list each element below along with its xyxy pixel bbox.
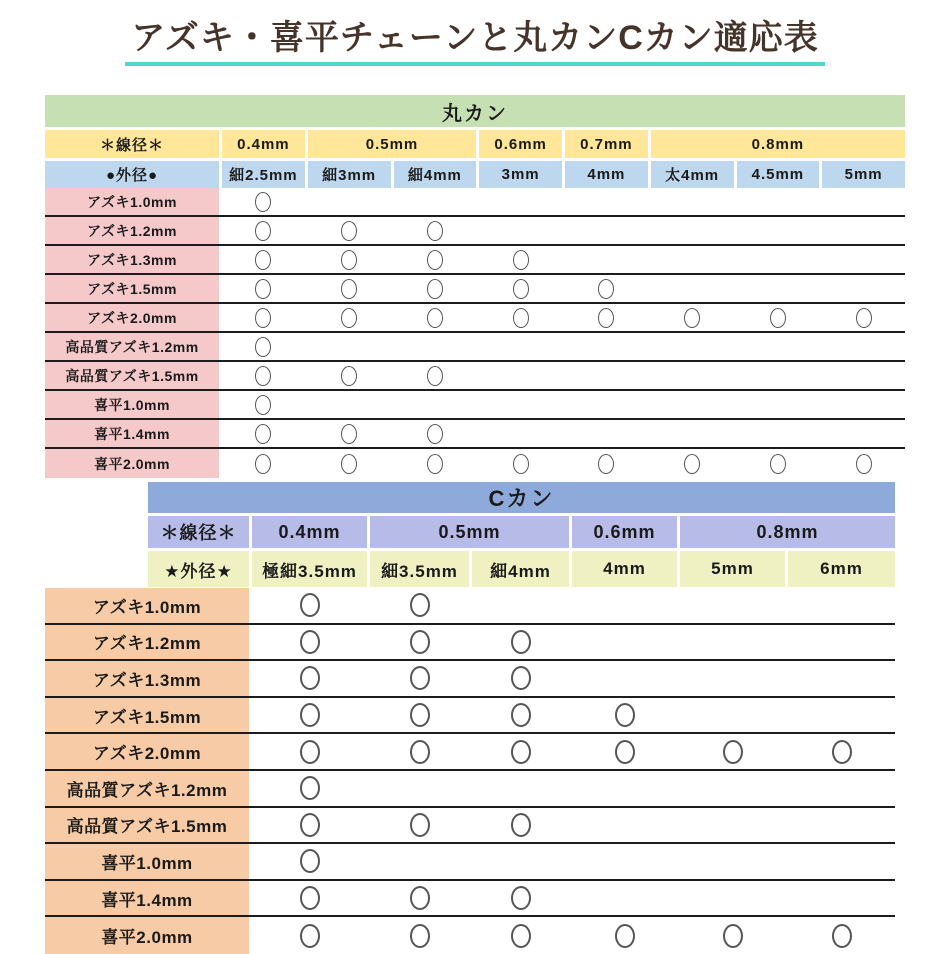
circle-mark-icon (832, 740, 852, 764)
size-header-cell: 4.5mm (737, 161, 820, 188)
circle-mark-icon (511, 703, 531, 727)
compat-cell (822, 275, 905, 302)
compat-cell (472, 771, 569, 806)
compat-cell (479, 304, 562, 331)
compat-cell (370, 808, 469, 843)
circle-mark-icon (598, 279, 614, 299)
size-header-cell: 0.4mm (222, 130, 305, 158)
table-row (45, 333, 905, 362)
compat-cell (651, 188, 734, 215)
circle-mark-icon (410, 630, 430, 654)
circle-mark-icon (300, 886, 320, 910)
compat-cell (572, 698, 677, 733)
circle-mark-icon (255, 192, 271, 212)
size-header-cell: 0.8mm (680, 516, 895, 548)
compat-cell (394, 333, 477, 360)
chain-row-label: アズキ1.3mm (45, 246, 219, 273)
compat-cell (370, 771, 469, 806)
circle-mark-icon (255, 424, 271, 444)
compat-cell (479, 217, 562, 244)
compat-cell (222, 391, 305, 418)
compat-cell (222, 246, 305, 273)
outer-diameter-label: ●外径● (45, 161, 219, 188)
compat-cell (394, 362, 477, 389)
circle-mark-icon (427, 308, 443, 328)
outer-diameter-label: ★外径★ (148, 551, 249, 587)
c-kan-body (45, 588, 895, 954)
compat-cell (572, 808, 677, 843)
compat-cell (394, 420, 477, 447)
circle-mark-icon (341, 454, 357, 474)
circle-mark-icon (684, 454, 700, 474)
compat-cell (572, 625, 677, 660)
table-row (45, 449, 905, 478)
circle-mark-icon (511, 630, 531, 654)
chain-row-label: アズキ1.0mm (45, 188, 219, 215)
compat-cell (788, 698, 895, 733)
circle-mark-icon (511, 924, 531, 948)
c-kan-wire-row (148, 516, 895, 548)
compat-cell (788, 588, 895, 623)
compat-cell (565, 304, 648, 331)
compat-cell (788, 917, 895, 954)
circle-mark-icon (723, 740, 743, 764)
circle-mark-icon (255, 337, 271, 357)
circle-mark-icon (511, 813, 531, 837)
compat-cell (479, 449, 562, 478)
circle-mark-icon (856, 308, 872, 328)
compat-cell (222, 188, 305, 215)
chain-row-label: アズキ1.5mm (45, 698, 249, 733)
circle-mark-icon (300, 776, 320, 800)
compat-cell (680, 625, 785, 660)
compat-cell (479, 188, 562, 215)
compat-cell (308, 217, 391, 244)
compat-cell (308, 420, 391, 447)
compat-cell (737, 391, 820, 418)
circle-mark-icon (300, 924, 320, 948)
compat-cell (479, 420, 562, 447)
chain-row-label: 喜平2.0mm (45, 449, 219, 478)
compat-cell (370, 917, 469, 954)
compat-cell (788, 771, 895, 806)
table-row (45, 881, 895, 918)
table-row (45, 275, 905, 304)
circle-mark-icon (598, 454, 614, 474)
maru-kan-table (45, 95, 905, 478)
compat-cell (565, 188, 648, 215)
compat-cell (737, 246, 820, 273)
compat-cell (370, 881, 469, 916)
page-title-wrap (0, 20, 950, 66)
compat-cell (479, 391, 562, 418)
circle-mark-icon (300, 593, 320, 617)
circle-mark-icon (410, 666, 430, 690)
compat-cell (394, 304, 477, 331)
compat-cell (822, 333, 905, 360)
circle-mark-icon (427, 424, 443, 444)
compat-cell (651, 449, 734, 478)
size-header-cell: 0.5mm (370, 516, 569, 548)
circle-mark-icon (856, 454, 872, 474)
circle-mark-icon (511, 666, 531, 690)
circle-mark-icon (511, 886, 531, 910)
circle-mark-icon (513, 250, 529, 270)
compat-cell (572, 881, 677, 916)
size-header-cell: 細3mm (308, 161, 391, 188)
size-header-cell: 0.5mm (308, 130, 477, 158)
circle-mark-icon (427, 221, 443, 241)
compat-cell (680, 844, 785, 879)
compat-cell (252, 844, 367, 879)
compat-cell (479, 275, 562, 302)
compat-cell (680, 698, 785, 733)
compat-cell (252, 881, 367, 916)
compat-cell (472, 588, 569, 623)
c-kan-title-bar: Cカン (148, 482, 895, 513)
size-header-cell: 細3.5mm (370, 551, 469, 587)
circle-mark-icon (598, 308, 614, 328)
size-header-cell: 細4mm (472, 551, 569, 587)
circle-mark-icon (255, 221, 271, 241)
chain-row-label: アズキ2.0mm (45, 734, 249, 769)
size-header-cell: 4mm (565, 161, 648, 188)
compat-cell (737, 333, 820, 360)
circle-mark-icon (513, 454, 529, 474)
circle-mark-icon (255, 250, 271, 270)
circle-mark-icon (341, 308, 357, 328)
compat-cell (308, 362, 391, 389)
compat-cell (651, 420, 734, 447)
compat-cell (565, 362, 648, 389)
compat-cell (472, 844, 569, 879)
c-kan-table-header (148, 482, 895, 587)
compat-cell (394, 391, 477, 418)
circle-mark-icon (511, 740, 531, 764)
chain-row-label: 喜平1.0mm (45, 844, 249, 879)
circle-mark-icon (300, 740, 320, 764)
compat-cell (222, 449, 305, 478)
compat-cell (370, 698, 469, 733)
compat-cell (370, 588, 469, 623)
chain-row-label: アズキ2.0mm (45, 304, 219, 331)
compat-cell (737, 362, 820, 389)
compat-cell (680, 588, 785, 623)
compat-cell (479, 246, 562, 273)
circle-mark-icon (341, 366, 357, 386)
c-kan-outer-row (148, 551, 895, 587)
circle-mark-icon (300, 666, 320, 690)
compat-cell (737, 449, 820, 478)
size-header-cell: 0.7mm (565, 130, 648, 158)
table-row (45, 188, 905, 217)
circle-mark-icon (410, 703, 430, 727)
table-row (45, 808, 895, 845)
compat-cell (651, 217, 734, 244)
compat-cell (370, 661, 469, 696)
size-header-cell: 5mm (822, 161, 905, 188)
compat-cell (788, 844, 895, 879)
table-row (45, 362, 905, 391)
table-row (45, 625, 895, 662)
compat-cell (572, 771, 677, 806)
table-row (45, 844, 895, 881)
compat-cell (651, 275, 734, 302)
circle-mark-icon (615, 703, 635, 727)
size-header-cell: 細4mm (394, 161, 477, 188)
compat-cell (651, 304, 734, 331)
compat-cell (565, 246, 648, 273)
compat-cell (572, 734, 677, 769)
size-header-cell: 6mm (788, 551, 895, 587)
compat-cell (680, 808, 785, 843)
compat-cell (222, 420, 305, 447)
circle-mark-icon (410, 924, 430, 948)
size-header-cell: 4mm (572, 551, 677, 587)
compat-cell (680, 881, 785, 916)
compat-cell (394, 188, 477, 215)
chain-row-label: アズキ1.0mm (45, 588, 249, 623)
chain-row-label: 喜平1.0mm (45, 391, 219, 418)
compat-cell (308, 275, 391, 302)
table-row (45, 661, 895, 698)
size-header-cell: 0.4mm (252, 516, 367, 548)
compat-cell (370, 734, 469, 769)
size-header-cell: 細2.5mm (222, 161, 305, 188)
table-row (45, 217, 905, 246)
compat-cell (565, 275, 648, 302)
circle-mark-icon (255, 308, 271, 328)
compat-cell (565, 449, 648, 478)
compat-cell (822, 362, 905, 389)
table-row (45, 771, 895, 808)
compat-cell (572, 661, 677, 696)
circle-mark-icon (300, 813, 320, 837)
compat-cell (252, 698, 367, 733)
compat-cell (472, 661, 569, 696)
chain-row-label: アズキ1.3mm (45, 661, 249, 696)
compat-cell (737, 217, 820, 244)
compat-cell (222, 304, 305, 331)
circle-mark-icon (770, 454, 786, 474)
circle-mark-icon (427, 279, 443, 299)
table-row (45, 588, 895, 625)
compat-cell (472, 881, 569, 916)
compat-cell (737, 188, 820, 215)
circle-mark-icon (427, 454, 443, 474)
chain-row-label: 喜平1.4mm (45, 881, 249, 916)
chain-row-label: 喜平2.0mm (45, 917, 249, 954)
chain-row-label: 喜平1.4mm (45, 420, 219, 447)
chain-row-label: 高品質アズキ1.2mm (45, 333, 219, 360)
maru-kan-outer-row (45, 161, 905, 188)
circle-mark-icon (832, 924, 852, 948)
compat-cell (651, 391, 734, 418)
compat-cell (394, 217, 477, 244)
circle-mark-icon (684, 308, 700, 328)
compat-cell (680, 917, 785, 954)
compat-cell (572, 917, 677, 954)
compat-cell (252, 771, 367, 806)
compat-cell (222, 275, 305, 302)
circle-mark-icon (513, 279, 529, 299)
compat-cell (308, 391, 391, 418)
table-row (45, 917, 895, 954)
compat-cell (252, 808, 367, 843)
compat-cell (822, 217, 905, 244)
circle-mark-icon (410, 813, 430, 837)
compat-cell (565, 391, 648, 418)
compat-cell (252, 588, 367, 623)
circle-mark-icon (341, 250, 357, 270)
compat-cell (252, 625, 367, 660)
chain-row-label: アズキ1.5mm (45, 275, 219, 302)
compat-cell (370, 844, 469, 879)
compat-cell (822, 449, 905, 478)
compat-cell (222, 333, 305, 360)
table-row (45, 420, 905, 449)
compat-cell (822, 420, 905, 447)
table-row (45, 698, 895, 735)
compat-cell (572, 588, 677, 623)
table-row (45, 391, 905, 420)
circle-mark-icon (427, 366, 443, 386)
circle-mark-icon (300, 703, 320, 727)
maru-kan-wire-row (45, 130, 905, 158)
size-header-cell: 5mm (680, 551, 785, 587)
maru-kan-body (45, 188, 905, 478)
compat-cell (472, 734, 569, 769)
size-header-cell: 0.6mm (572, 516, 677, 548)
compat-cell (788, 625, 895, 660)
compat-cell (680, 734, 785, 769)
compat-cell (737, 275, 820, 302)
circle-mark-icon (723, 924, 743, 948)
compat-cell (680, 661, 785, 696)
compat-cell (472, 698, 569, 733)
compat-cell (308, 188, 391, 215)
circle-mark-icon (615, 740, 635, 764)
compat-cell (788, 661, 895, 696)
compat-cell (737, 420, 820, 447)
compat-cell (222, 362, 305, 389)
chain-row-label: 高品質アズキ1.5mm (45, 808, 249, 843)
size-header-cell: 3mm (479, 161, 562, 188)
circle-mark-icon (341, 221, 357, 241)
compat-cell (572, 844, 677, 879)
circle-mark-icon (300, 630, 320, 654)
compat-cell (308, 304, 391, 331)
wire-diameter-label: ＊線径＊ (148, 516, 249, 548)
compat-cell (472, 917, 569, 954)
circle-mark-icon (255, 279, 271, 299)
compat-cell (394, 246, 477, 273)
compat-cell (788, 808, 895, 843)
compat-cell (565, 333, 648, 360)
chain-row-label: 高品質アズキ1.2mm (45, 771, 249, 806)
compat-cell (651, 362, 734, 389)
compat-cell (308, 333, 391, 360)
compat-cell (222, 217, 305, 244)
circle-mark-icon (255, 395, 271, 415)
compat-cell (680, 771, 785, 806)
size-header-cell: 0.8mm (651, 130, 905, 158)
compat-cell (394, 449, 477, 478)
compat-cell (822, 304, 905, 331)
compat-cell (252, 661, 367, 696)
compat-cell (252, 917, 367, 954)
compat-cell (565, 217, 648, 244)
compat-cell (788, 734, 895, 769)
compat-cell (308, 246, 391, 273)
compat-cell (822, 188, 905, 215)
compat-cell (822, 246, 905, 273)
circle-mark-icon (255, 366, 271, 386)
circle-mark-icon (615, 924, 635, 948)
table-row (45, 304, 905, 333)
circle-mark-icon (770, 308, 786, 328)
compat-cell (394, 275, 477, 302)
maru-kan-title-bar: 丸カン (45, 95, 905, 127)
circle-mark-icon (341, 279, 357, 299)
compat-cell (472, 808, 569, 843)
circle-mark-icon (513, 308, 529, 328)
table-row (45, 734, 895, 771)
compat-cell (822, 391, 905, 418)
circle-mark-icon (410, 740, 430, 764)
size-header-cell: 太4mm (651, 161, 734, 188)
compat-cell (788, 881, 895, 916)
compat-cell (472, 625, 569, 660)
circle-mark-icon (410, 886, 430, 910)
page-title: アズキ・喜平チェーンと丸カンCカン適応表 (125, 20, 825, 66)
circle-mark-icon (410, 593, 430, 617)
compat-cell (651, 246, 734, 273)
compat-cell (651, 333, 734, 360)
compat-cell (252, 734, 367, 769)
compat-cell (737, 304, 820, 331)
compat-cell (565, 420, 648, 447)
compat-cell (479, 362, 562, 389)
wire-diameter-label: ＊線径＊ (45, 130, 219, 158)
table-row (45, 246, 905, 275)
chain-row-label: アズキ1.2mm (45, 625, 249, 660)
circle-mark-icon (341, 424, 357, 444)
circle-mark-icon (300, 849, 320, 873)
compat-cell (308, 449, 391, 478)
size-header-cell: 0.6mm (479, 130, 562, 158)
compat-cell (370, 625, 469, 660)
circle-mark-icon (427, 250, 443, 270)
chain-row-label: アズキ1.2mm (45, 217, 219, 244)
size-header-cell: 極細3.5mm (252, 551, 367, 587)
circle-mark-icon (255, 454, 271, 474)
chain-row-label: 高品質アズキ1.5mm (45, 362, 219, 389)
compat-cell (479, 333, 562, 360)
